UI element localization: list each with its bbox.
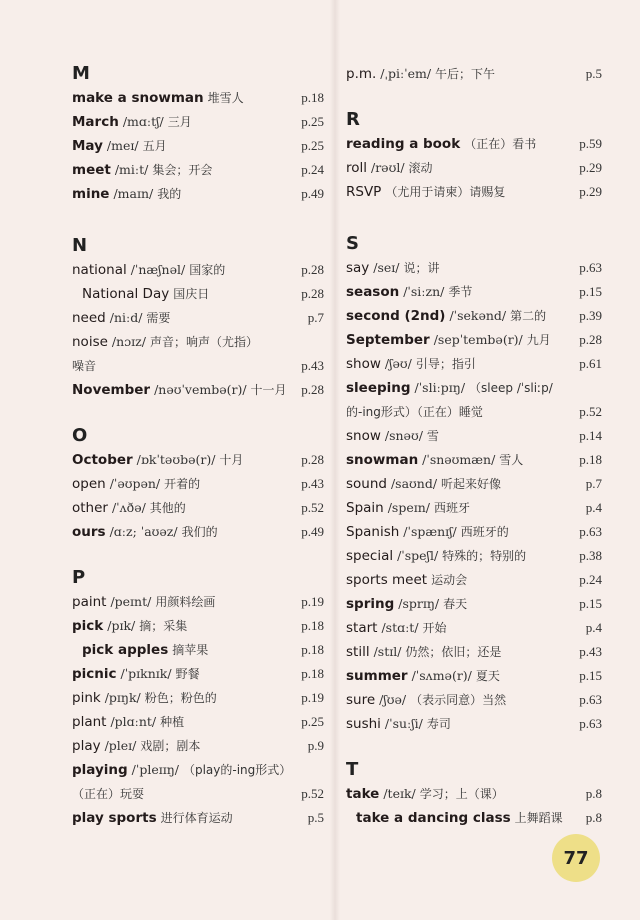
phonetic: /ˈnæʃnəl/ (130, 262, 186, 277)
headword: roll (346, 160, 368, 176)
phonetic: /ˈsʌmə(r)/ (411, 668, 472, 683)
entry-national-day (72, 282, 324, 306)
page-ref: p.18 (301, 618, 324, 633)
translation: 春天 (443, 597, 468, 611)
entry-other (72, 496, 324, 520)
phonetic: /ʃʊə/ (379, 692, 407, 707)
phonetic: /rəʊl/ (371, 160, 405, 175)
headword: snow (346, 428, 381, 444)
phonetic: /plɑːnt/ (110, 714, 157, 729)
phonetic: /ˈsuːʃi/ (384, 716, 423, 731)
translation: 声音；响声（尤指） (149, 335, 258, 349)
page-ref: p.19 (301, 594, 324, 609)
entry-spain (346, 496, 602, 520)
phonetic: /ˈsliːpɪŋ/ (414, 380, 466, 395)
entry-play (72, 734, 324, 758)
entry-second (346, 304, 602, 328)
page-ref: p.18 (579, 452, 602, 467)
headword: September (346, 332, 430, 348)
page-ref: p.25 (301, 114, 324, 129)
section-letter-p: P (72, 567, 86, 588)
section-letter-o: O (72, 425, 88, 446)
phonetic: /ʃəʊ/ (384, 356, 412, 371)
entry-picnic (72, 662, 324, 686)
section-letter-r: R (346, 109, 360, 130)
page-ref: p.25 (301, 714, 324, 729)
section-letter-t: T (346, 759, 359, 780)
entry-mine (72, 182, 324, 206)
entry-play-sports (72, 806, 324, 830)
headword: take (346, 786, 380, 802)
phonetic: /ˈsekənd/ (449, 308, 507, 323)
entry-summer (346, 664, 602, 688)
entry-spring (346, 592, 602, 616)
page-ref: p.24 (301, 162, 324, 177)
headword: second (2nd) (346, 308, 446, 324)
phonetic: /sprɪŋ/ (398, 596, 440, 611)
translation: 摘苹果 (172, 643, 209, 657)
page-ref: p.29 (579, 184, 602, 199)
phonetic: /speɪn/ (387, 500, 430, 515)
phonetic: /ˌpiːˈem/ (380, 66, 432, 81)
phonetic: /ˈəʊpən/ (109, 476, 161, 491)
page-ref: p.15 (579, 596, 602, 611)
page-ref: p.18 (301, 90, 324, 105)
entry-need (72, 306, 324, 330)
section-letter-s: S (346, 233, 359, 254)
page-ref: p.38 (579, 548, 602, 563)
translation: 第二的 (510, 309, 547, 323)
page-ref: p.25 (301, 138, 324, 153)
translation-continued: 噪音 (72, 359, 97, 373)
translation: 仍然；依旧；还是 (405, 645, 502, 659)
translation: 寿司 (426, 717, 451, 731)
page-ref: p.5 (585, 66, 602, 81)
translation: 滚动 (408, 161, 433, 175)
translation: 进行体育运动 (160, 811, 233, 825)
page-ref: p.19 (301, 690, 324, 705)
phonetic: /niːd/ (109, 310, 143, 325)
phonetic: /nɔɪz/ (111, 334, 146, 349)
phonetic: /ˈʌðə/ (111, 500, 146, 515)
translation: 季节 (448, 285, 473, 299)
phonetic: /pleɪ/ (104, 738, 137, 753)
page-ref: p.24 (579, 572, 602, 587)
entry-snow (346, 424, 602, 448)
headword: need (72, 310, 106, 326)
headword: spring (346, 596, 395, 612)
page-ref: p.15 (579, 668, 602, 683)
phonetic: /stɑːt/ (381, 620, 419, 635)
headword: playing (72, 762, 128, 778)
entry-noise (72, 330, 324, 378)
entry-october (72, 448, 324, 472)
page-ref: p.8 (585, 810, 602, 825)
glossary-left-column (72, 62, 324, 830)
page-ref: p.52 (301, 786, 324, 801)
headword: pink (72, 690, 101, 706)
headword: sushi (346, 716, 381, 732)
headword: paint (72, 594, 107, 610)
phonetic: /stɪl/ (373, 644, 402, 659)
page-ref: p.28 (301, 262, 324, 277)
entry-playing (72, 758, 324, 806)
headword: open (72, 476, 106, 492)
headword: November (72, 382, 151, 398)
translation: 听起来好像 (441, 477, 502, 491)
entry-take (346, 782, 602, 806)
translation: 国家的 (189, 263, 226, 277)
translation: 用颜料绘画 (155, 595, 216, 609)
translation: 野餐 (175, 667, 200, 681)
translation: 运动会 (431, 573, 468, 587)
headword: plant (72, 714, 107, 730)
glossary-right-column (346, 62, 602, 830)
headword: RSVP (346, 184, 382, 200)
page-ref: p.28 (301, 452, 324, 467)
entry-march (72, 110, 324, 134)
page-ref: p.63 (579, 692, 602, 707)
headword: Spain (346, 500, 384, 516)
translation: 上舞蹈课 (514, 811, 563, 825)
headword: sleeping (346, 380, 411, 396)
entry-meet (72, 158, 324, 182)
translation: 雪人 (499, 453, 524, 467)
entry-november (72, 378, 324, 402)
entry-ours (72, 520, 324, 544)
page-ref: p.63 (579, 524, 602, 539)
page-ref: p.7 (585, 476, 602, 491)
entry-paint (72, 590, 324, 614)
entry-open (72, 472, 324, 496)
phonetic: /ˈpɪknɪk/ (120, 666, 172, 681)
translation: 九月 (526, 333, 551, 347)
phonetic: /ˈsiːzn/ (403, 284, 445, 299)
page-ref: p.7 (307, 310, 324, 325)
translation: 说；讲 (403, 261, 440, 275)
translation: 粉色；粉色的 (144, 691, 217, 705)
headword: play (72, 738, 101, 754)
page-ref: p.28 (301, 286, 324, 301)
phonetic: /teɪk/ (383, 786, 416, 801)
headword: sure (346, 692, 376, 708)
translation: 雪 (426, 429, 439, 443)
entry-sports-meet (346, 568, 602, 592)
page-ref: p.59 (579, 136, 602, 151)
headword: season (346, 284, 400, 300)
headword: show (346, 356, 381, 372)
page-ref: p.18 (301, 666, 324, 681)
section-letter-m: M (72, 63, 90, 84)
translation: 我们的 (181, 525, 218, 539)
headword: sports meet (346, 572, 428, 588)
entry-take-a-dancing-class (346, 806, 602, 830)
translation: 戏剧；剧本 (140, 739, 201, 753)
page-ref: p.9 (307, 738, 324, 753)
entry-september (346, 328, 602, 352)
headword: other (72, 500, 108, 516)
entry-sushi (346, 712, 602, 736)
page-ref: p.49 (301, 186, 324, 201)
headword: play sports (72, 810, 157, 826)
headword: snowman (346, 452, 419, 468)
page-ref: p.4 (585, 500, 602, 515)
phonetic: /maɪn/ (113, 186, 154, 201)
entry-special (346, 544, 602, 568)
phonetic: /meɪ/ (106, 138, 139, 153)
headword: National Day (82, 286, 170, 302)
entry-rsvp (346, 180, 602, 204)
headword: Spanish (346, 524, 400, 540)
translation: 我的 (157, 187, 182, 201)
entry-say (346, 256, 602, 280)
headword: make a snowman (72, 90, 204, 106)
translation: （尤用于请柬）请赐复 (385, 185, 506, 199)
entry-snowman (346, 448, 602, 472)
phonetic: /nəʊˈvembə(r)/ (154, 382, 247, 397)
phonetic: /ɑːz; ˈaʊəz/ (109, 524, 178, 539)
section-letter-n: N (72, 235, 88, 256)
entry-season (346, 280, 602, 304)
entry-reading-a-book (346, 132, 602, 156)
translation: （sleep /ˈsliːp/ (469, 381, 553, 395)
headword: ours (72, 524, 106, 540)
page-ref: p.39 (579, 308, 602, 323)
translation: 引导；指引 (415, 357, 476, 371)
book-spine-shadow (330, 0, 340, 920)
translation: 种植 (160, 715, 185, 729)
translation: 集会；开会 (152, 163, 213, 177)
entry-sound (346, 472, 602, 496)
translation: 三月 (167, 115, 192, 129)
page-ref: p.63 (579, 260, 602, 275)
phonetic: /ɒkˈtəʊbə(r)/ (136, 452, 216, 467)
translation: （play的-ing形式） (182, 763, 292, 777)
headword: summer (346, 668, 408, 684)
phonetic: /ˈspeʃl/ (397, 548, 439, 563)
headword: March (72, 114, 119, 130)
page-ref: p.28 (579, 332, 602, 347)
headword: mine (72, 186, 110, 202)
entry-pm (346, 62, 602, 86)
phonetic: /seɪ/ (373, 260, 400, 275)
headword: October (72, 452, 133, 468)
page-ref: p.49 (301, 524, 324, 539)
phonetic: /mɑːtʃ/ (122, 114, 164, 129)
translation: 午后；下午 (435, 67, 496, 81)
translation-continued: 的-ing形式）（正在）睡觉 (346, 405, 483, 419)
headword: May (72, 138, 103, 154)
entry-still (346, 640, 602, 664)
translation: 特殊的；特别的 (442, 549, 527, 563)
translation: 开始 (422, 621, 447, 635)
page-ref: p.4 (585, 620, 602, 635)
page-ref: p.43 (301, 476, 324, 491)
phonetic: /sepˈtembə(r)/ (433, 332, 523, 347)
entry-pink (72, 686, 324, 710)
headword: sound (346, 476, 387, 492)
translation: 学习；上（课） (419, 787, 504, 801)
headword: pick (72, 618, 104, 634)
page-number-badge: 77 (552, 834, 600, 882)
translation: （正在）看书 (464, 137, 537, 151)
headword: still (346, 644, 370, 660)
page-ref: p.29 (579, 160, 602, 175)
phonetic: /pɪŋk/ (104, 690, 141, 705)
translation: 其他的 (149, 501, 186, 515)
headword: say (346, 260, 370, 276)
translation: 十一月 (250, 383, 287, 397)
headword: picnic (72, 666, 117, 682)
headword: p.m. (346, 66, 377, 82)
page-ref: p.61 (579, 356, 602, 371)
headword: pick apples (82, 642, 169, 658)
translation: 西班牙的 (460, 525, 509, 539)
translation: 需要 (146, 311, 171, 325)
translation: 十月 (219, 453, 244, 467)
headword: reading a book (346, 136, 461, 152)
headword: start (346, 620, 378, 636)
page-ref: p.43 (301, 358, 324, 373)
page-ref: p.14 (579, 428, 602, 443)
page-ref: p.18 (301, 642, 324, 657)
entry-show (346, 352, 602, 376)
headword: noise (72, 334, 108, 350)
page-ref: p.63 (579, 716, 602, 731)
phonetic: /ˈsnəʊmæn/ (422, 452, 496, 467)
phonetic: /peɪnt/ (110, 594, 152, 609)
phonetic: /saʊnd/ (390, 476, 438, 491)
translation-continued: （正在）玩耍 (72, 787, 145, 801)
headword: take a dancing class (356, 810, 511, 826)
translation: 西班牙 (433, 501, 470, 515)
translation: 开着的 (164, 477, 201, 491)
entry-plant (72, 710, 324, 734)
headword: special (346, 548, 394, 564)
translation: 摘；采集 (139, 619, 188, 633)
translation: 国庆日 (173, 287, 210, 301)
headword: meet (72, 162, 111, 178)
entry-sleeping (346, 376, 602, 424)
phonetic: /miːt/ (114, 162, 149, 177)
page-ref: p.5 (307, 810, 324, 825)
translation: 五月 (142, 139, 167, 153)
page-ref: p.52 (301, 500, 324, 515)
phonetic: /ˈspænɪʃ/ (403, 524, 457, 539)
page-ref: p.8 (585, 786, 602, 801)
entry-national (72, 258, 324, 282)
page-ref: p.15 (579, 284, 602, 299)
entry-roll (346, 156, 602, 180)
entry-make-a-snowman (72, 86, 324, 110)
page-ref: p.28 (301, 382, 324, 397)
translation: （表示同意）当然 (410, 693, 507, 707)
phonetic: /pɪk/ (107, 618, 136, 633)
entry-spanish (346, 520, 602, 544)
headword: national (72, 262, 127, 278)
page-ref: p.43 (579, 644, 602, 659)
phonetic: /snəʊ/ (384, 428, 423, 443)
translation: 堆雪人 (207, 91, 244, 105)
entry-pick (72, 614, 324, 638)
entry-may (72, 134, 324, 158)
translation: 夏天 (475, 669, 500, 683)
entry-sure (346, 688, 602, 712)
entry-start (346, 616, 602, 640)
page-ref: p.52 (579, 404, 602, 419)
phonetic: /ˈpleɪɪŋ/ (131, 762, 179, 777)
entry-pick-apples (72, 638, 324, 662)
